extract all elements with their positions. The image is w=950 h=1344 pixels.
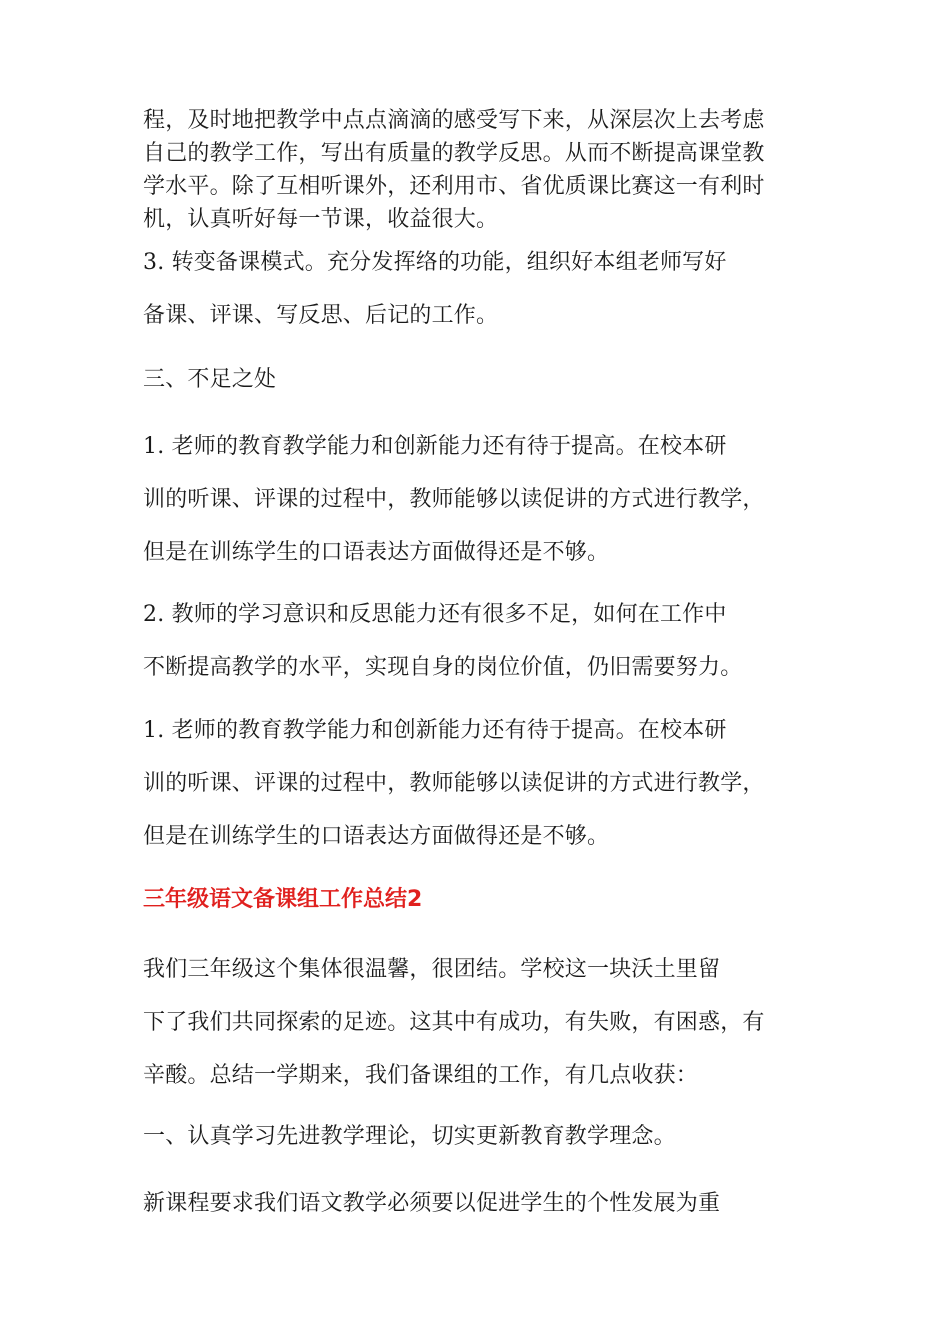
shortcoming-item-1: 1. 老师的教育教学能力和创新能力还有待于提高。在校本研 训的听课、评课的过程中，教师能够以读促讲的方式进行教学， 但是在训练学生的口语表达方面做得还是不够。 xyxy=(143,434,765,565)
paragraph-new-curriculum: 新课程要求我们语文教学必须要以促进学生的个性发展为重 xyxy=(143,1191,721,1216)
section-title-theory: 一、认真学习先进教学理论，切实更新教育教学理念。 xyxy=(143,1124,676,1149)
paragraph-item-3: 3. 转变备课模式。充分发挥络的功能，组织好本组老师写好 备课、评课、写反思、后记的工作。 xyxy=(143,250,727,328)
shortcoming-item-1-repeat: 1. 老师的教育教学能力和创新能力还有待于提高。在校本研 训的听课、评课的过程中，教师能够以读促讲的方式进行教学， 但是在训练学生的口语表达方面做得还是不够。 xyxy=(143,718,765,849)
paragraph-continuation: 程，及时地把教学中点点滴滴的感受写下来，从深层次上去考虑 自己的教学工作，写出有质量的教学反思。从而不断提高课堂教 学水平。除了互相听课外，还利用市、省优质课比赛这一有利时 机，认真听好每一节课，收益很大。 xyxy=(143,108,765,232)
section-heading-summary-2: 三年级语文备课组工作总结2 xyxy=(143,887,423,912)
section-title-shortcomings: 三、不足之处 xyxy=(143,367,277,392)
intro-paragraph: 我们三年级这个集体很温馨，很团结。学校这一块沃土里留 下了我们共同探索的足迹。这其中有成功，有失败，有困惑，有 辛酸。总结一学期来，我们备课组的工作，有几点收获： xyxy=(143,957,765,1088)
shortcoming-item-2: 2. 教师的学习意识和反思能力还有很多不足，如何在工作中 不断提高教学的水平，实现自身的岗位价值，仍旧需要努力。 xyxy=(143,602,743,680)
